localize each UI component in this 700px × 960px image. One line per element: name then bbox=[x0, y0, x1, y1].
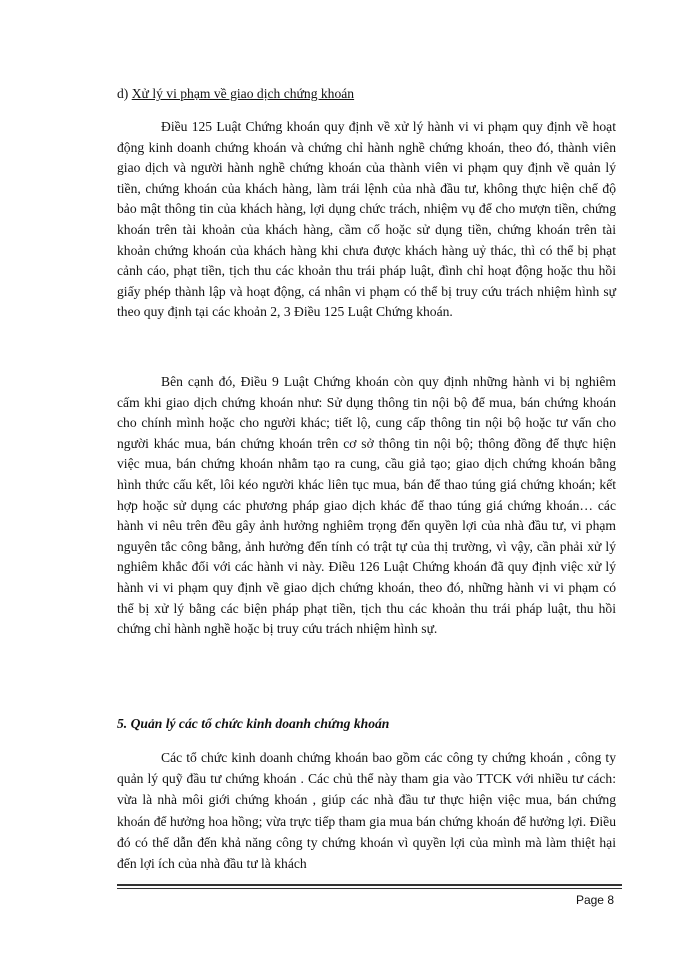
paragraph-article-9: Bên cạnh đó, Điều 9 Luật Chứng khoán còn quy định những hành vi bị nghiêm cấm khi giao dịch chứng khoán như: Sử dụng thông tin nội bộ để mua, bán chứng khoán cho chính mình hoặc cho người khác; tiết lộ, cung cấp thông tin nội bộ hoặc tư vấn cho người khác mua, bán chứng khoán trên cơ sở thông tin nội bộ; thông đồng để thực hiện việc mua, bán chứng khoán nhằm tạo ra cung, cầu giả tạo; giao dịch chứng khoán bằng hình thức cấu kết, lôi kéo người khác liên tục mua, bán để thao túng giá chứng khoán; kết hợp hoặc sử dụng các phương pháp giao dịch khác để thao túng giá chứng khoán… các hành vi nêu trên đều gây ảnh hưởng nghiêm trọng đến quyền lợi của nhà đầu tư, vi phạm nguyên tắc công bằng, ảnh hưởng đến tính có trật tự của thị trường, vì vậy, cần phải xử lý nghiêm khắc đối với các hành vi này. Điều 126 Luật Chứng khoán đã quy định việc xử lý hành vi vi phạm quy định về giao dịch chứng khoán, theo đó, những hành vi vi phạm có thể bị xử lý bằng các biện pháp phạt tiền, tịch thu các khoản thu trái pháp luật, thu hồi chứng chỉ hành nghề hoặc bị truy cứu trách nhiệm hình sự. bbox=[117, 374, 616, 637]
footer-rule-thick bbox=[117, 884, 622, 886]
section-heading: 5. Quản lý các tổ chức kinh doanh chứng khoán bbox=[117, 716, 390, 731]
subheading bbox=[117, 84, 354, 104]
section-paragraph: Các tổ chức kinh doanh chứng khoán bao gồm các công ty chứng khoán , công ty quản lý quỹ đầu tư chứng khoán . Các chủ thể này tham gia vào TTCK với nhiều tư cách: vừa là nhà môi giới chứng khoán , giúp các nhà đầu tư thực hiện việc mua, bán chứng khoán để hưởng hoa hồng; vừa trực tiếp tham gia mua bán chứng khoán để hưởng lợi. Điều đó có thể dẫn đến khả năng công ty chứng khoán vì quyền lợi của mình mà làm thiệt hại đến lợi ích của nhà đầu tư là khách bbox=[117, 750, 616, 872]
paragraph-article-125: Điều 125 Luật Chứng khoán quy định về xử lý hành vi vi phạm quy định về hoạt động kinh doanh chứng khoán và chứng chỉ hành nghề chứng khoán, theo đó, thành viên giao dịch và người hành nghề chứng khoán của thành viên vi phạm quy định về quản lý tiền, chứng khoán của khách hàng, làm trái lệnh của nhà đầu tư, không thực hiện chế độ bảo mật thông tin của khách hàng, lợi dụng chức trách, nhiệm vụ để cho mượn tiền, chứng khoán trên tài khoản của khách hàng, cầm cố hoặc sử dụng tiền, chứng khoán trên tài khoản chứng khoán của khách hàng khi chưa được khách hàng uỷ thác, thì có thể bị phạt cảnh cáo, phạt tiền, tịch thu các khoản thu trái pháp luật, đình chỉ hoạt động hoặc thu hồi giấy phép thành lập và hoạt động, cá nhân vi phạm có thể bị truy cứu trách nhiệm hình sự theo quy định tại các khoản 2, 3 Điều 125 Luật Chứng khoán. bbox=[117, 119, 616, 320]
subheading-title: Xử lý vi phạm về giao dịch chứng khoán bbox=[131, 86, 355, 101]
subheading-prefix: d) bbox=[117, 86, 129, 101]
footer-rule-thin bbox=[117, 888, 622, 889]
page-number: Page 8 bbox=[575, 893, 614, 907]
